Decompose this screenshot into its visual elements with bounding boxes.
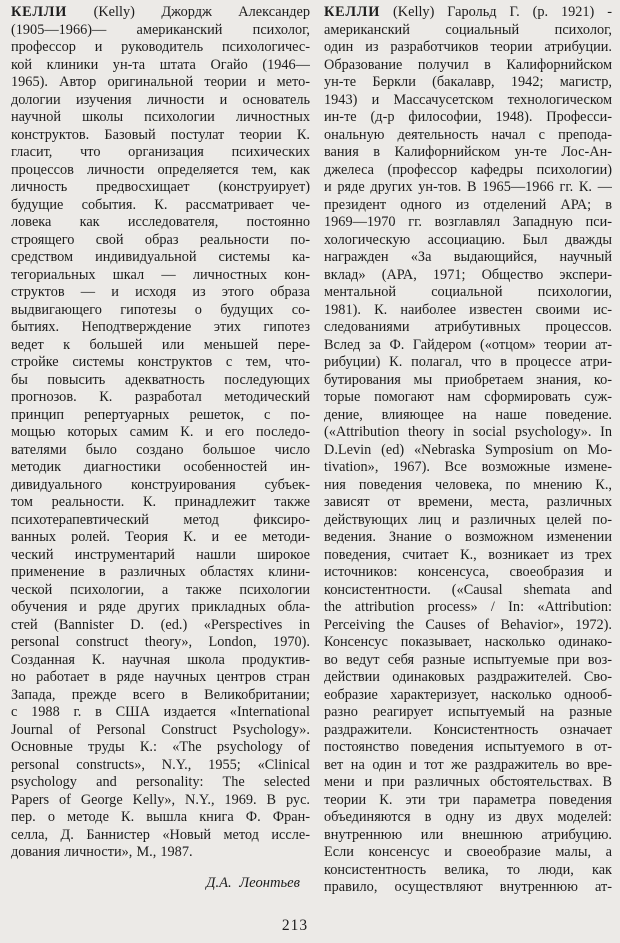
text-line: применение в различных областях клини-	[11, 564, 310, 580]
text-line: дологии изучения личности и основатель	[11, 91, 310, 108]
text-line: правило, осуществляют внутреннюю ат-	[324, 879, 612, 895]
text-line: ведет к большей или меньшей пере-	[11, 336, 310, 353]
text-line: Papers of George Kelly», N.Y., 1969. В рус.	[11, 791, 310, 808]
text-line: селла, Д. Баннистер «Новый метод иссле-	[11, 826, 310, 843]
text-line: КЕЛЛИ (Kelly) Гарольд Г. (р. 1921) -	[324, 4, 612, 20]
text-line: ванных ролей. Теория К. и ее методи-	[11, 529, 310, 545]
text-line: Perceiving the Causes of Behavior», 1972).	[324, 616, 612, 633]
text-line: будущие события. К. рассматривает че-	[11, 196, 310, 213]
text-line: научной школы психологии личностных	[11, 109, 310, 125]
text-line: ния поведения человека, по мнению К.,	[324, 476, 612, 493]
text-line: том реальности. К. принадлежит также	[11, 494, 310, 510]
text-line: с 1988 г. в США издается «International	[11, 704, 310, 720]
text-line: дение, влияющее на наше поведение.	[324, 406, 612, 423]
text-line: ческий инструментарий нашли широкое	[11, 546, 310, 563]
text-line: принцип репертуарных решеток, с по-	[11, 406, 310, 423]
text-line: Консенсус показывает, насколько одинако-	[324, 634, 612, 650]
text-line: обучения и ряде других прикладных обла-	[11, 599, 310, 615]
text-line: бы повысить адекватность последующих	[11, 371, 310, 388]
text-line: вателями было создано большое число	[11, 441, 310, 458]
text-line: структов — и исходя из этого образа	[11, 284, 310, 300]
text-line: теории К. эти три параметра поведения	[324, 791, 612, 808]
text-line: объединяются в одну из двух моделей:	[324, 809, 612, 825]
text-line: 1981). К. наиболее известен своими ис-	[324, 301, 612, 318]
text-line: мощью которых самим К. и его последо-	[11, 424, 310, 440]
author-signature: Д.А. Леонтьев	[206, 874, 300, 891]
text-line: дования личности», М., 1987.	[11, 844, 193, 860]
text-line: ментальной социальной психологии,	[324, 284, 612, 300]
text-line: следованиями атрибутивных процессов.	[324, 319, 612, 335]
text-line: ведения. Знание о возможном изменении	[324, 529, 612, 545]
text-line: ональную деятельность начал с препода-	[324, 126, 612, 143]
text-line: кой клиники ун-та штата Огайо (1946—	[11, 56, 310, 73]
text-line: выдвигающего гипотезы о будущих со-	[11, 301, 310, 318]
text-line: торые помогают нам сформировать суж-	[324, 389, 612, 405]
text-line: профессор и руководитель психологичес-	[11, 39, 310, 55]
text-line: КЕЛЛИ (Kelly) Джордж Александер	[11, 4, 310, 20]
text-line: действии одинаковых раздражителей. Сво-	[324, 669, 612, 685]
entry-headword: КЕЛЛИ	[11, 4, 68, 20]
text-line: процессов личности определяется тем, как	[11, 161, 310, 178]
text-line: personal construct theory», London, 1970).	[11, 634, 310, 650]
text-line: бытиях. Неподтверждение этих гипотез	[11, 319, 310, 335]
text-line: Основные труды К.: «The psychology of	[11, 739, 310, 755]
page-number: 213	[281, 917, 309, 934]
text-line: президент одного из отделений АРА; в	[324, 196, 612, 213]
text-line: источников: консенсуса, своеобразия и	[324, 564, 612, 580]
text-line: прогнозов. К. разработал методический	[11, 389, 310, 405]
text-line: конструктов. Базовый постулат теории К.	[11, 126, 310, 143]
text-line: psychology and personality: The selected	[11, 774, 310, 790]
text-line: раздражители. Консистентность означает	[324, 721, 612, 738]
text-line: тегориальных шкал — личностных кон-	[11, 266, 310, 283]
left-column	[11, 4, 310, 897]
text-line: tivation», 1967). Все возможные измене-	[324, 459, 612, 475]
text-line: personal constructs», N.Y., 1955; «Clinical	[11, 756, 310, 773]
text-line: разно реагирует испытуемый на разные	[324, 704, 612, 720]
text-line: вклад» (АРА, 1971; Общество экспери-	[324, 266, 612, 283]
text-line: еобразие характеризует, насколько однооб-	[324, 686, 612, 703]
text-line: средством индивидуальной системы ка-	[11, 249, 310, 265]
text-line: внутреннюю или внешнюю атрибуцию.	[324, 826, 612, 843]
text-line: вания в Калифорнийском ун-те Лос-Ан-	[324, 144, 612, 160]
text-line: вет на один и тот же раздражитель во вре-	[324, 756, 612, 773]
text-line: консистентность велика, то люди, как	[324, 861, 612, 878]
text-line: психотерапевтический метод фиксиро-	[11, 511, 310, 528]
text-line: 1965). Автор оригинальной теории и мето-	[11, 74, 310, 90]
text-line: (1905—1966)— американский психолог,	[11, 21, 310, 38]
text-line: Если консенсус и своеобразие малы, а	[324, 844, 612, 860]
text-line: во ведут себя разные испытуемые при воз-	[324, 651, 612, 668]
text-line: Образование получил в Калифорнийском	[324, 56, 612, 73]
text-line: действующих лиц и различных целей по-	[324, 511, 612, 528]
text-line: стей (Bannister D. (ed.) «Perspectives in	[11, 616, 310, 633]
text-line: гласит, что организация психических	[11, 144, 310, 160]
text-line: дивидуального конструирования субъек-	[11, 476, 310, 493]
text-line: личность предвосхищает (конструирует)	[11, 179, 310, 195]
text-line: пер. о методе К. вышла книга Ф. Фран-	[11, 809, 310, 825]
text-line: но работает в ряде научных центров стран	[11, 669, 310, 685]
text-line: ун-те Беркли (бакалавр, 1942; магистр,	[324, 74, 612, 90]
text-line: джелеса (профессор кафедры психологии)	[324, 161, 612, 178]
text-line: строящего свой образ реальности по-	[11, 231, 310, 248]
right-column	[324, 4, 612, 897]
text-line: ческой психологии, а также психологии	[11, 581, 310, 598]
text-line: стройке системы конструктов с тем, что-	[11, 354, 310, 370]
text-line: хологическую ассоциацию. Был дважды	[324, 231, 612, 248]
text-line: 1969—1970 гг. возглавлял Западную пси-	[324, 214, 612, 230]
text-line: Journal of Personal Construct Psychology».	[11, 721, 310, 738]
text-line: консистентности. («Causal shemata and	[324, 581, 612, 598]
text-line: ин-те (д-р философии, 1948). Професси-	[324, 109, 612, 125]
text-line: зависят от времени, места, различных	[324, 494, 612, 510]
text-line: один из разработчиков теории атрибуции.	[324, 39, 612, 55]
text-line: бутирования мы приобретаем знания, ко-	[324, 371, 612, 388]
text-line: Запада, прежде всего в Великобритании;	[11, 686, 310, 703]
text-line: постоянство поведения испытуемого в от-	[324, 739, 612, 755]
text-line: ловека как исследователя, постоянно	[11, 214, 310, 230]
text-line: мени и при различных обстоятельствах. В	[324, 774, 612, 790]
text-line: («Attribution theory in social psychology». In	[324, 424, 612, 440]
text-line: методик диагностики особенностей ин-	[11, 459, 310, 475]
text-line: и ряде других ун-тов. В 1965—1966 гг. К. —	[324, 179, 612, 195]
text-line: награжден «За выдающийся, научный	[324, 249, 612, 265]
text-line: рибуции) К. полагал, что в процессе атри-	[324, 354, 612, 370]
text-line: поведения, считает К., возникает из трех	[324, 546, 612, 563]
text-line: Созданная К. научная школа продуктив-	[11, 651, 310, 668]
text-line: 1943) и Массачусетском технологическом	[324, 91, 612, 108]
entry-headword: КЕЛЛИ	[324, 4, 381, 20]
text-line: Вслед за Ф. Гайдером («отцом» теории ат-	[324, 336, 612, 353]
text-line: the attribution process» / In: «Attribution:	[324, 599, 612, 615]
text-line: D.Levin (ed) «Nebraska Symposium on Mo-	[324, 441, 612, 458]
text-line: американский социальный психолог,	[324, 21, 612, 38]
